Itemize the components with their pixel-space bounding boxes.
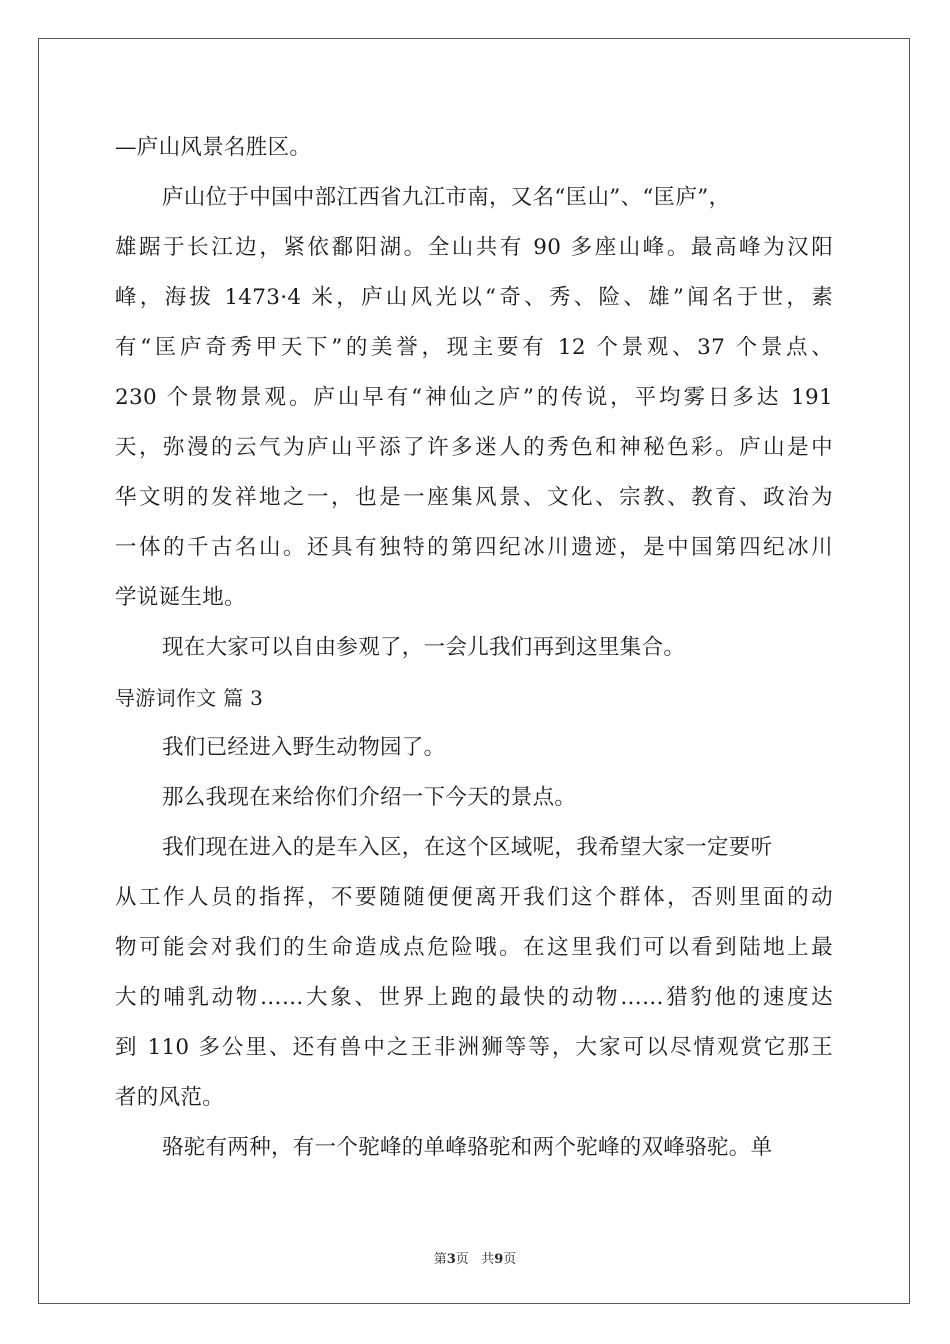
page-prefix: 第 [433, 1252, 447, 1267]
page-mid: 页 共 [455, 1252, 495, 1267]
text-line: —庐山风景名胜区。 [115, 135, 312, 160]
text-line: 那么我现在来给你们介绍一下今天的景点。 [162, 785, 577, 810]
current-page-number: 3 [446, 1252, 456, 1267]
text-line: 一体的千古名山。还具有独特的第四纪冰川遗迹，是中国第四纪冰川 [115, 535, 833, 560]
text-line: 骆驼有两种，有一个驼峰的单峰骆驼和两个驼峰的双峰骆驼。单 [162, 1135, 773, 1160]
page-border [38, 38, 910, 1304]
text-line: 天，弥漫的云气为庐山平添了许多迷人的秀色和神秘色彩。庐山是中 [115, 435, 833, 460]
text-line: 物可能会对我们的生命造成点危险哦。在这里我们可以看到陆地上最 [115, 935, 833, 960]
text-line: 峰，海拔 1473·4 米，庐山风光以“奇、秀、险、雄”闻名于世，素 [115, 285, 833, 310]
text-line: 我们已经进入野生动物园了。 [162, 735, 446, 760]
text-line: 雄踞于长江边，紧依鄱阳湖。全山共有 90 多座山峰。最高峰为汉阳 [115, 235, 833, 260]
text-line: 华文明的发祥地之一，也是一座集风景、文化、宗教、教育、政治为 [115, 485, 833, 510]
text-line: 到 110 多公里、还有兽中之王非洲狮等等，大家可以尽情观赏它那王 [115, 1035, 833, 1060]
text-line: 有“匡庐奇秀甲天下”的美誉，现主要有 12 个景观、37 个景点、 [115, 335, 833, 360]
text-line: 从工作人员的指挥，不要随随便便离开我们这个群体，否则里面的动 [115, 885, 833, 910]
text-line: 庐山位于中国中部江西省九江市南，又名“匡山”、“匡庐”， [162, 185, 731, 210]
text-line: 学说诞生地。 [115, 585, 246, 610]
text-line: 230 个景物景观。庐山早有“神仙之庐”的传说，平均雾日多达 191 [115, 385, 833, 410]
text-line: 者的风范。 [115, 1085, 225, 1110]
total-page-number: 9 [494, 1252, 504, 1267]
section-heading: 导游词作文 篇 3 [115, 686, 264, 710]
text-line: 大的哺乳动物……大象、世界上跑的最快的动物……猎豹他的速度达 [115, 985, 833, 1010]
page-suffix: 页 [503, 1252, 517, 1267]
page-footer [0, 1248, 950, 1267]
text-line: 现在大家可以自由参观了，一会儿我们再到这里集合。 [162, 635, 686, 660]
text-line: 我们现在进入的是车入区，在这个区域呢，我希望大家一定要听 [162, 835, 773, 860]
